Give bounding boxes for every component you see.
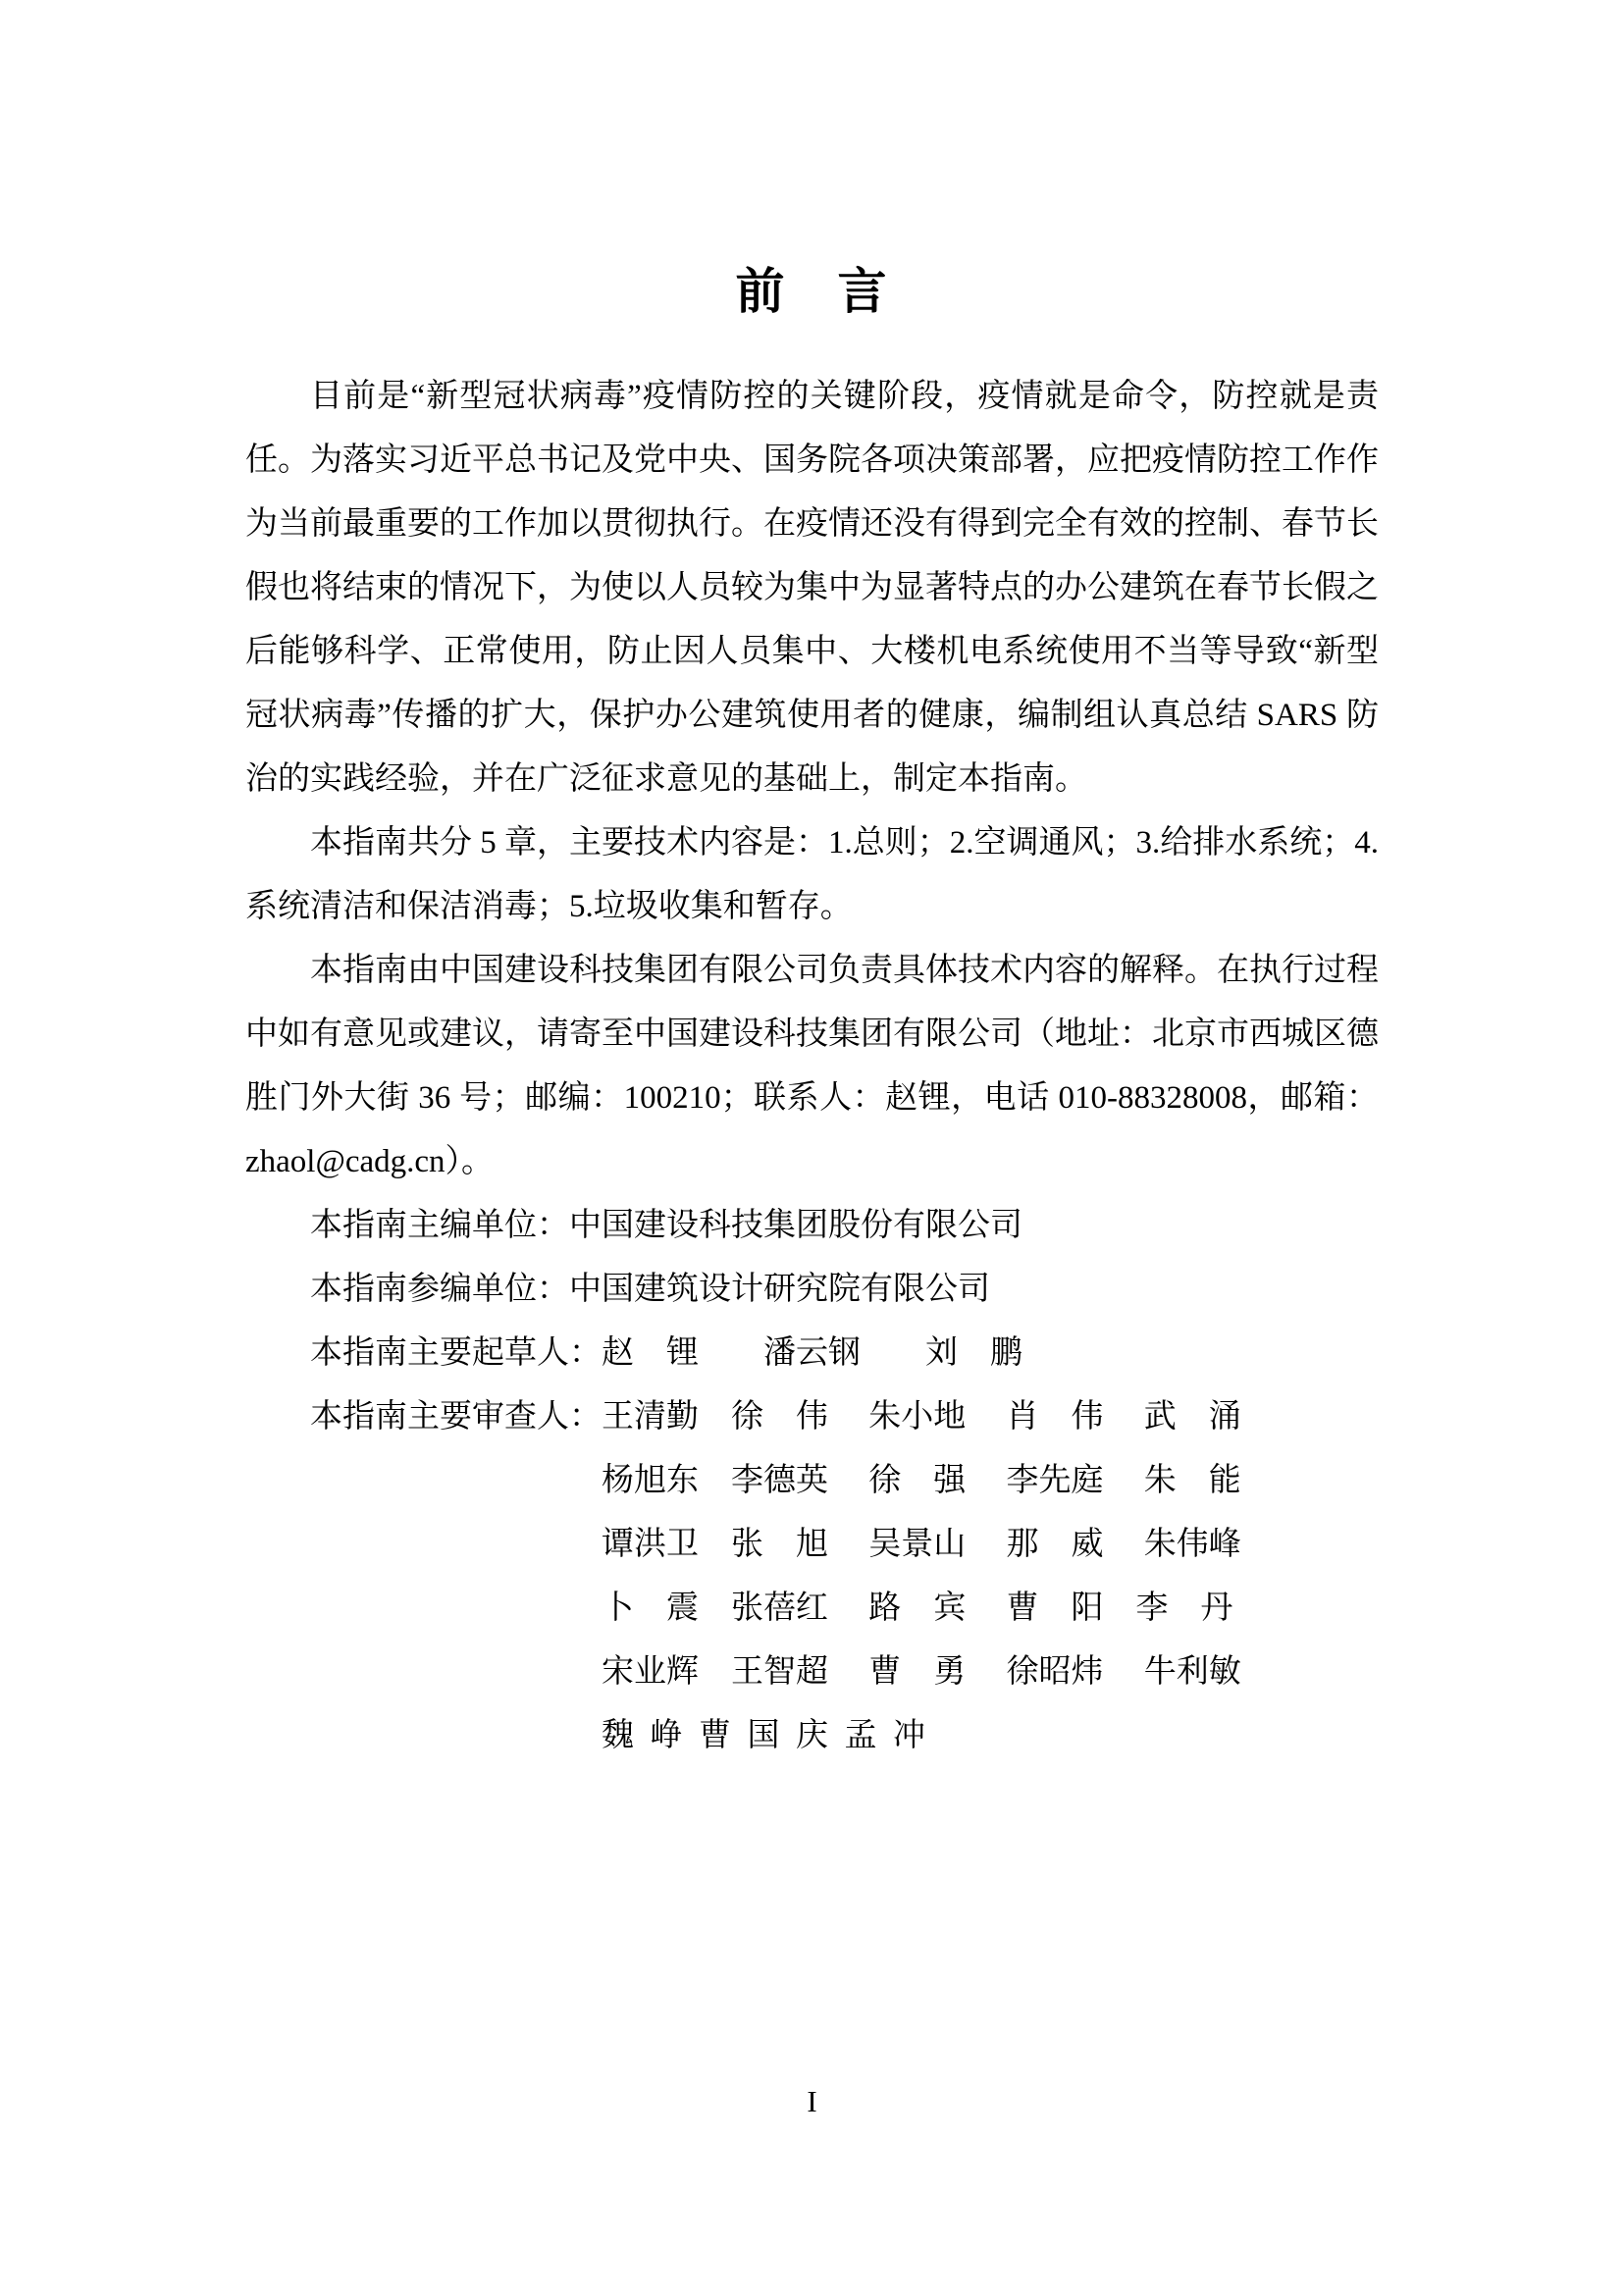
credit-label: 本指南主要起草人： [310, 1335, 602, 1371]
credit-label: 本指南主编单位： [310, 1208, 569, 1243]
page-title: 前 言 [735, 264, 889, 319]
credit-value [602, 1322, 1022, 1385]
credit-value [569, 1258, 990, 1322]
reviewer-row: 杨旭东 李德英 徐 强 李先庭 朱 能 [602, 1463, 1241, 1498]
page-number: I [807, 2084, 817, 2118]
credit-chief-editor-unit [310, 1194, 1379, 1258]
credit-row: 赵 锂 潘云钢 刘 鹏 [602, 1335, 1022, 1371]
credit-label: 本指南主要审查人： [310, 1399, 602, 1434]
paragraph-intro: 目前是“新型冠状病毒”疫情防控的关键阶段，疫情就是命令，防控就是责任。为落实习近平总书记及党中央、国务院各项决策部署，应把疫情防控工作作为当前最重要的工作加以贯彻执行。在疫情还没有得到完全有效的控制、春节长假也将结束的情况下，为使以人员较为集中为显著特点的办公建筑在春节长假之后能够科学、正常使用，防止因人员集中、大楼机电系统使用不当等导致“新型冠状病毒”传播的扩大，保护办公建筑使用者的健康，编制组认真总结 SARS 防治的实践经验，并在广泛征求意见的基础上，制定本指南。 [245, 379, 1379, 797]
credit-label: 本指南参编单位： [310, 1272, 569, 1307]
reviewer-row: 谭洪卫 张 旭 吴景山 那 威 朱伟峰 [602, 1527, 1241, 1562]
paragraph-chapters: 本指南共分 5 章，主要技术内容是：1.总则；2.空调通风；3.给排水系统；4.系统清洁和保洁消毒；5.垃圾收集和暂存。 [245, 825, 1379, 924]
paragraph-contact: 本指南由中国建设科技集团有限公司负责具体技术内容的解释。在执行过程中如有意见或建议，请寄至中国建设科技集团有限公司（地址：北京市西城区德胜门外大街 36 号；邮编：100210；联系人：赵锂，电话 010-88328008，邮箱：zhaol@cadg.cn）。 [245, 953, 1379, 1179]
credit-drafters [310, 1322, 1379, 1385]
credit-value [602, 1385, 1241, 1768]
reviewer-row: 王清勤 徐 伟 朱小地 肖 伟 武 涌 [602, 1399, 1241, 1434]
reviewer-row: 宋业辉 王智超 曹 勇 徐昭炜 牛利敏 [602, 1654, 1241, 1690]
credit-reviewers [310, 1385, 1379, 1768]
credit-participating-unit [310, 1258, 1379, 1322]
reviewer-row: 卜 震 张蓓红 路 宾 曹 阳 李 丹 [602, 1591, 1233, 1626]
credit-row: 中国建筑设计研究院有限公司 [569, 1272, 990, 1307]
credit-value [569, 1194, 1022, 1258]
reviewer-row: 魏 峥 曹 国 庆 孟 冲 [602, 1718, 925, 1753]
credit-row: 中国建设科技集团股份有限公司 [569, 1208, 1022, 1243]
document-body [245, 365, 1379, 1768]
